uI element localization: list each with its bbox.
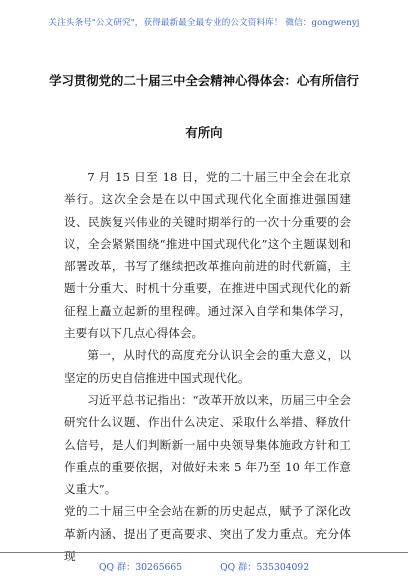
document-title-line-1: 学习贯彻党的二十届三中全会精神心得体会：心有所信行 xyxy=(49,73,359,88)
footer-qq-group-1: QQ 群：30265665 xyxy=(98,562,183,573)
paragraph-point-one: 第一，从时代的高度充分认识全会的重大意义，以坚定的历史自信推进中国式现代化。 xyxy=(64,348,351,385)
footer-contact xyxy=(0,559,408,573)
footer-divider xyxy=(0,552,408,553)
document-title-line-2: 有所向 xyxy=(185,125,223,140)
paragraph-continuation: 党的二十届三中全会站在新的历史起点，赋予了深化改革新内涵、提出了更高要求、突出了发力重点。充分体现 xyxy=(64,504,351,564)
footer-qq-group-2: QQ 群：535304092 xyxy=(220,562,310,573)
paragraph-quote: 习近平总书记指出：“改革开放以来，历届三中全会研究什么议题、作出什么决定、采取什么举措、释放什么信号，是人们判断新一届中央领导集体施政方针和工作重点的重要依据，对做好未来 5 年乃至 10 年工作意义重大”。 xyxy=(64,392,351,497)
paragraph-intro: 7 月 15 日至 18 日，党的二十届三中全会在北京举行。这次全会是在以中国式现代化全面推进强国建设、民族复兴伟业的关键时期举行的一次十分重要的会议，全会紧紧围绕“推进中国式现代化”这个主题谋划和部署改革，书写了继续把改革推向前进的时代新篇，主题十分重大、时机十分重要，在推进中国式现代化的新征程上矗立起新的里程碑。通过深入自学和集体学习，主要有以下几点心得体会。 xyxy=(64,170,351,341)
header-promo-note: 关注头条号"公文研究"，获得最新最全最专业的公文资料库！ 微信：gongwenyj xyxy=(48,18,360,28)
document-body xyxy=(64,166,351,567)
